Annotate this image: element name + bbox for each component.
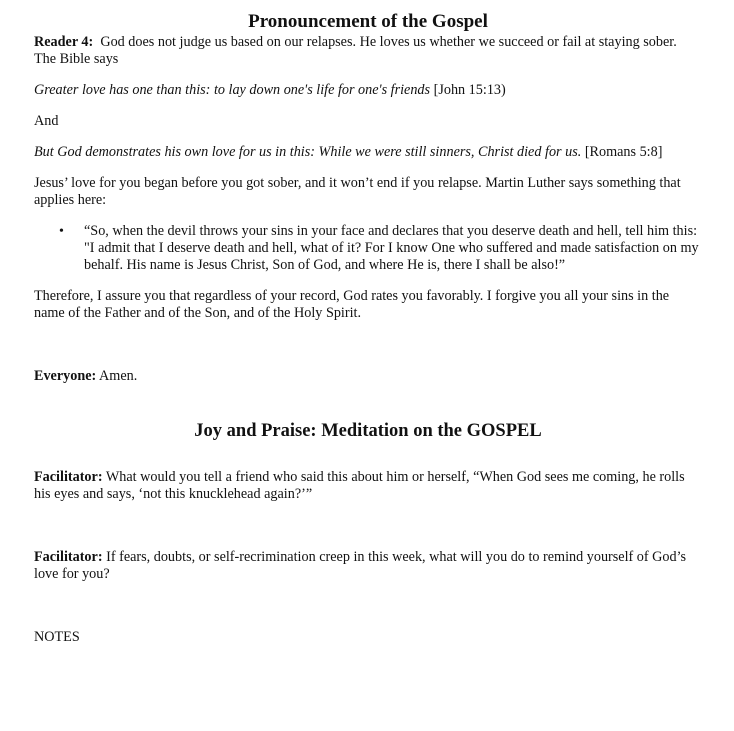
everyone-text: Amen. — [99, 368, 138, 384]
facilitator-paragraph-2 — [34, 549, 702, 583]
reader-paragraph — [34, 34, 702, 68]
notes-label: NOTES — [34, 629, 80, 645]
section-title-joy-praise: Joy and Praise: Meditation on the GOSPEL — [194, 421, 542, 441]
facilitator-text-1: What would you tell a friend who said this about him or herself, “When God sees me coming, he rolls his eyes and says, ‘not this knucklehead again?’” — [34, 469, 685, 502]
facilitator-label-1: Facilitator: — [34, 469, 103, 485]
verse-romans-ref: [Romans 5:8] — [584, 144, 663, 160]
facilitator-text-2: If fears, doubts, or self-recrimination creep in this week, what will you do to remind yourself of God’s love for you? — [34, 549, 687, 582]
list-item — [34, 223, 702, 274]
jesus-paragraph: Jesus’ love for you began before you got sober, and it won’t end if you relapse. Martin Luther says something that applies here: — [34, 175, 681, 208]
verse-romans-text: But God demonstrates his own love for us in this: While we were still sinners, Christ died for us. — [34, 144, 582, 160]
luther-quote: “So, when the devil throws your sins in your face and declares that you deserve death and hell, tell him this: "I admit that I deserve death and hell, what of it? For I know One who suffered and made satisfaction on my behalf. His name is Jesus Christ, Son of God, and where He is, there I shall be also!” — [84, 223, 699, 273]
verse-john-ref: [John 15:13) — [433, 82, 506, 98]
everyone-paragraph — [34, 368, 702, 385]
verse-john — [34, 82, 702, 99]
verse-john-text: Greater love has one than this: to lay down one's life for one's friends — [34, 82, 431, 98]
verse-romans — [34, 144, 702, 161]
document-page — [34, 10, 702, 646]
section-title-pronouncement: Pronouncement of the Gospel — [248, 11, 488, 32]
everyone-label: Everyone: — [34, 368, 97, 384]
bullet-icon: • — [59, 224, 64, 239]
quote-list — [34, 223, 702, 274]
reader-text: God does not judge us based on our relapses. He loves us whether we succeed or fail at staying sober. The Bible says — [34, 34, 677, 67]
facilitator-label-2: Facilitator: — [34, 549, 103, 565]
absolution-paragraph: Therefore, I assure you that regardless of your record, God rates you favorably. I forgive you all your sins in the name of the Father and of the Son, and of the Holy Spirit. — [34, 288, 670, 321]
facilitator-paragraph-1 — [34, 469, 702, 503]
reader-label: Reader 4: — [34, 34, 94, 50]
and-text: And — [34, 113, 59, 129]
